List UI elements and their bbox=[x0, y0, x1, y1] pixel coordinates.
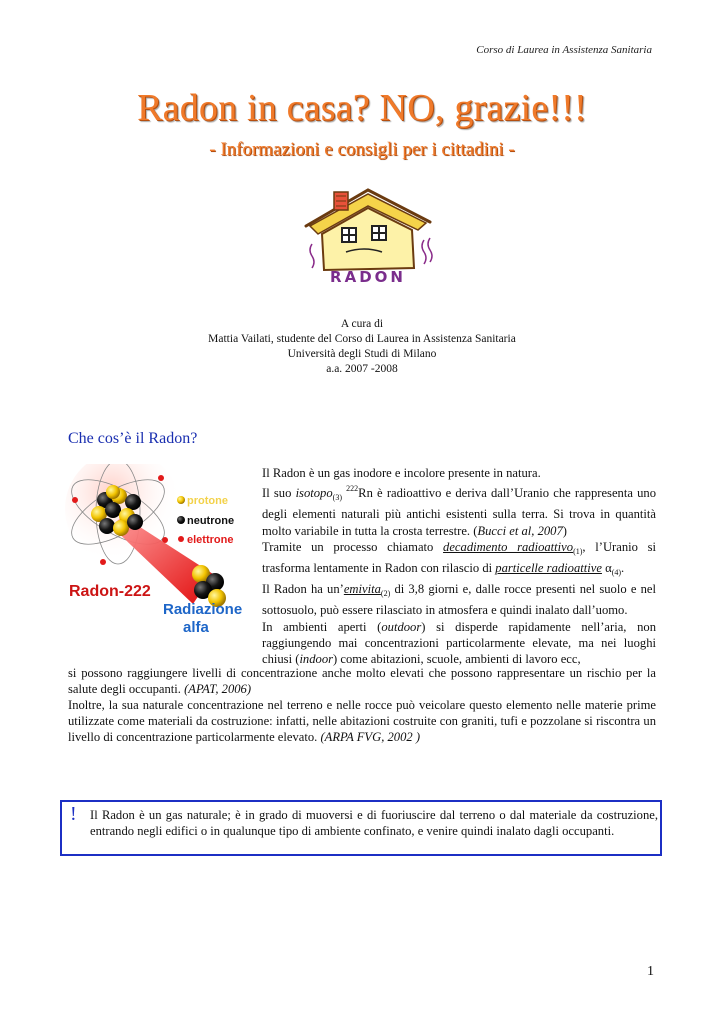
reference: Bucci et al, 2007 bbox=[477, 523, 563, 538]
label-radon-222: Radon-222 bbox=[69, 583, 151, 600]
credits-line: a.a. 2007 -2008 bbox=[326, 363, 398, 375]
reference: (APAT, 2006) bbox=[184, 682, 252, 697]
label-elettrone: elettrone bbox=[187, 534, 234, 546]
credits-line: A cura di bbox=[340, 318, 384, 330]
term-indoor: indoor bbox=[299, 652, 334, 667]
reference: (ARPA FVG, 2002 ) bbox=[320, 730, 421, 745]
term-particelle: particelle radioattive bbox=[495, 561, 602, 576]
label-protone: protone bbox=[187, 495, 228, 507]
credits-line: Università degli Studi di Milano bbox=[287, 348, 437, 360]
term-isotopo: isotopo bbox=[295, 486, 333, 501]
credits-line: Mattia Vailati, studente del Corso di Laurea in Assistenza Sanitaria bbox=[208, 333, 516, 345]
note-box bbox=[60, 800, 662, 856]
section-title: Che cos’è il Radon? bbox=[68, 430, 198, 447]
intro-paragraph: Il Radon è un gas inodore e incolore presente in natura. Il suo isotopo$_{(3)}$ $^{222}$Rn è radioattivo e deriva dall’Uranio che rappresenta uno degli elementi naturali più antichi esistenti sulla terra. Si trova in quantità molto variabile in tutta la crosta terrestre. (Bucci et al, 2007) Tramite un processo chiamato decadimento radioattivo$_{(1)}$, l’Uranio si trasforma lentamente in Radon con rilascio di particelle radioattive $\alpha_{(4)}$. Il Radon ha un’emivita$_{(2)}$ di 3,8 giorni e, dalle rocce presenti nel suolo e nel sottosuolo, può essere rilasciato in atmosfera e quindi inalato dall’uomo. In ambienti aperti (outdoor) si disperde rapidamente nell’aria, non raggiungendo mai concentrazioni particolarmente elevate, ma nei luoghi chiusi (indoor) come abitazioni, scuole, ambienti di lavoro ecc, bbox=[262, 466, 657, 667]
page-title: Radon in casa? NO, grazie!!! bbox=[137, 87, 587, 129]
label-alfa: alfa bbox=[183, 619, 209, 636]
term-outdoor: outdoor bbox=[381, 619, 422, 634]
materials-paragraph: Inoltre, la sua naturale concentrazione nel terreno e nelle rocce può veicolare questo elemento nelle materie prime utilizzate come materiali da costruzione: infatti, nelle abitazioni costruite con graniti, tufi e pozzolane si riscontra un livello di concentrazione particolarmente elevato. (ARPA FVG, 2002 ) bbox=[68, 698, 656, 745]
term-emivita: emivita bbox=[343, 582, 381, 597]
radon-house-logo bbox=[298, 178, 438, 290]
exclamation-icon: ! bbox=[70, 803, 77, 825]
risk-paragraph: si possono raggiungere livelli di concentrazione anche molto elevati che possono rappresentare un rischio per la salute degli occupanti. (APAT, 2006) bbox=[68, 666, 656, 697]
label-radiazione: Radiazione bbox=[163, 601, 243, 618]
note-text: Il Radon è un gas naturale; è in grado di muoversi e di fuoriuscire dal terreno o dal materiale da costruzione, entrando negli edifici o in qualunque tipo di ambiente confinato, e venire quindi inalato dagli occupanti. bbox=[90, 808, 658, 838]
page-subtitle: - Informazioni e consigli per i cittadini - bbox=[209, 139, 515, 160]
page-number: 1 bbox=[647, 964, 654, 979]
credits bbox=[0, 317, 724, 377]
radon-atom-figure bbox=[63, 464, 253, 644]
label-neutrone: neutrone bbox=[187, 515, 235, 527]
header-note: Corso di Laurea in Assistenza Sanitaria bbox=[476, 44, 652, 56]
logo-text: RADON bbox=[330, 268, 406, 286]
term-decadimento: decadimento radioattivo bbox=[443, 539, 574, 554]
